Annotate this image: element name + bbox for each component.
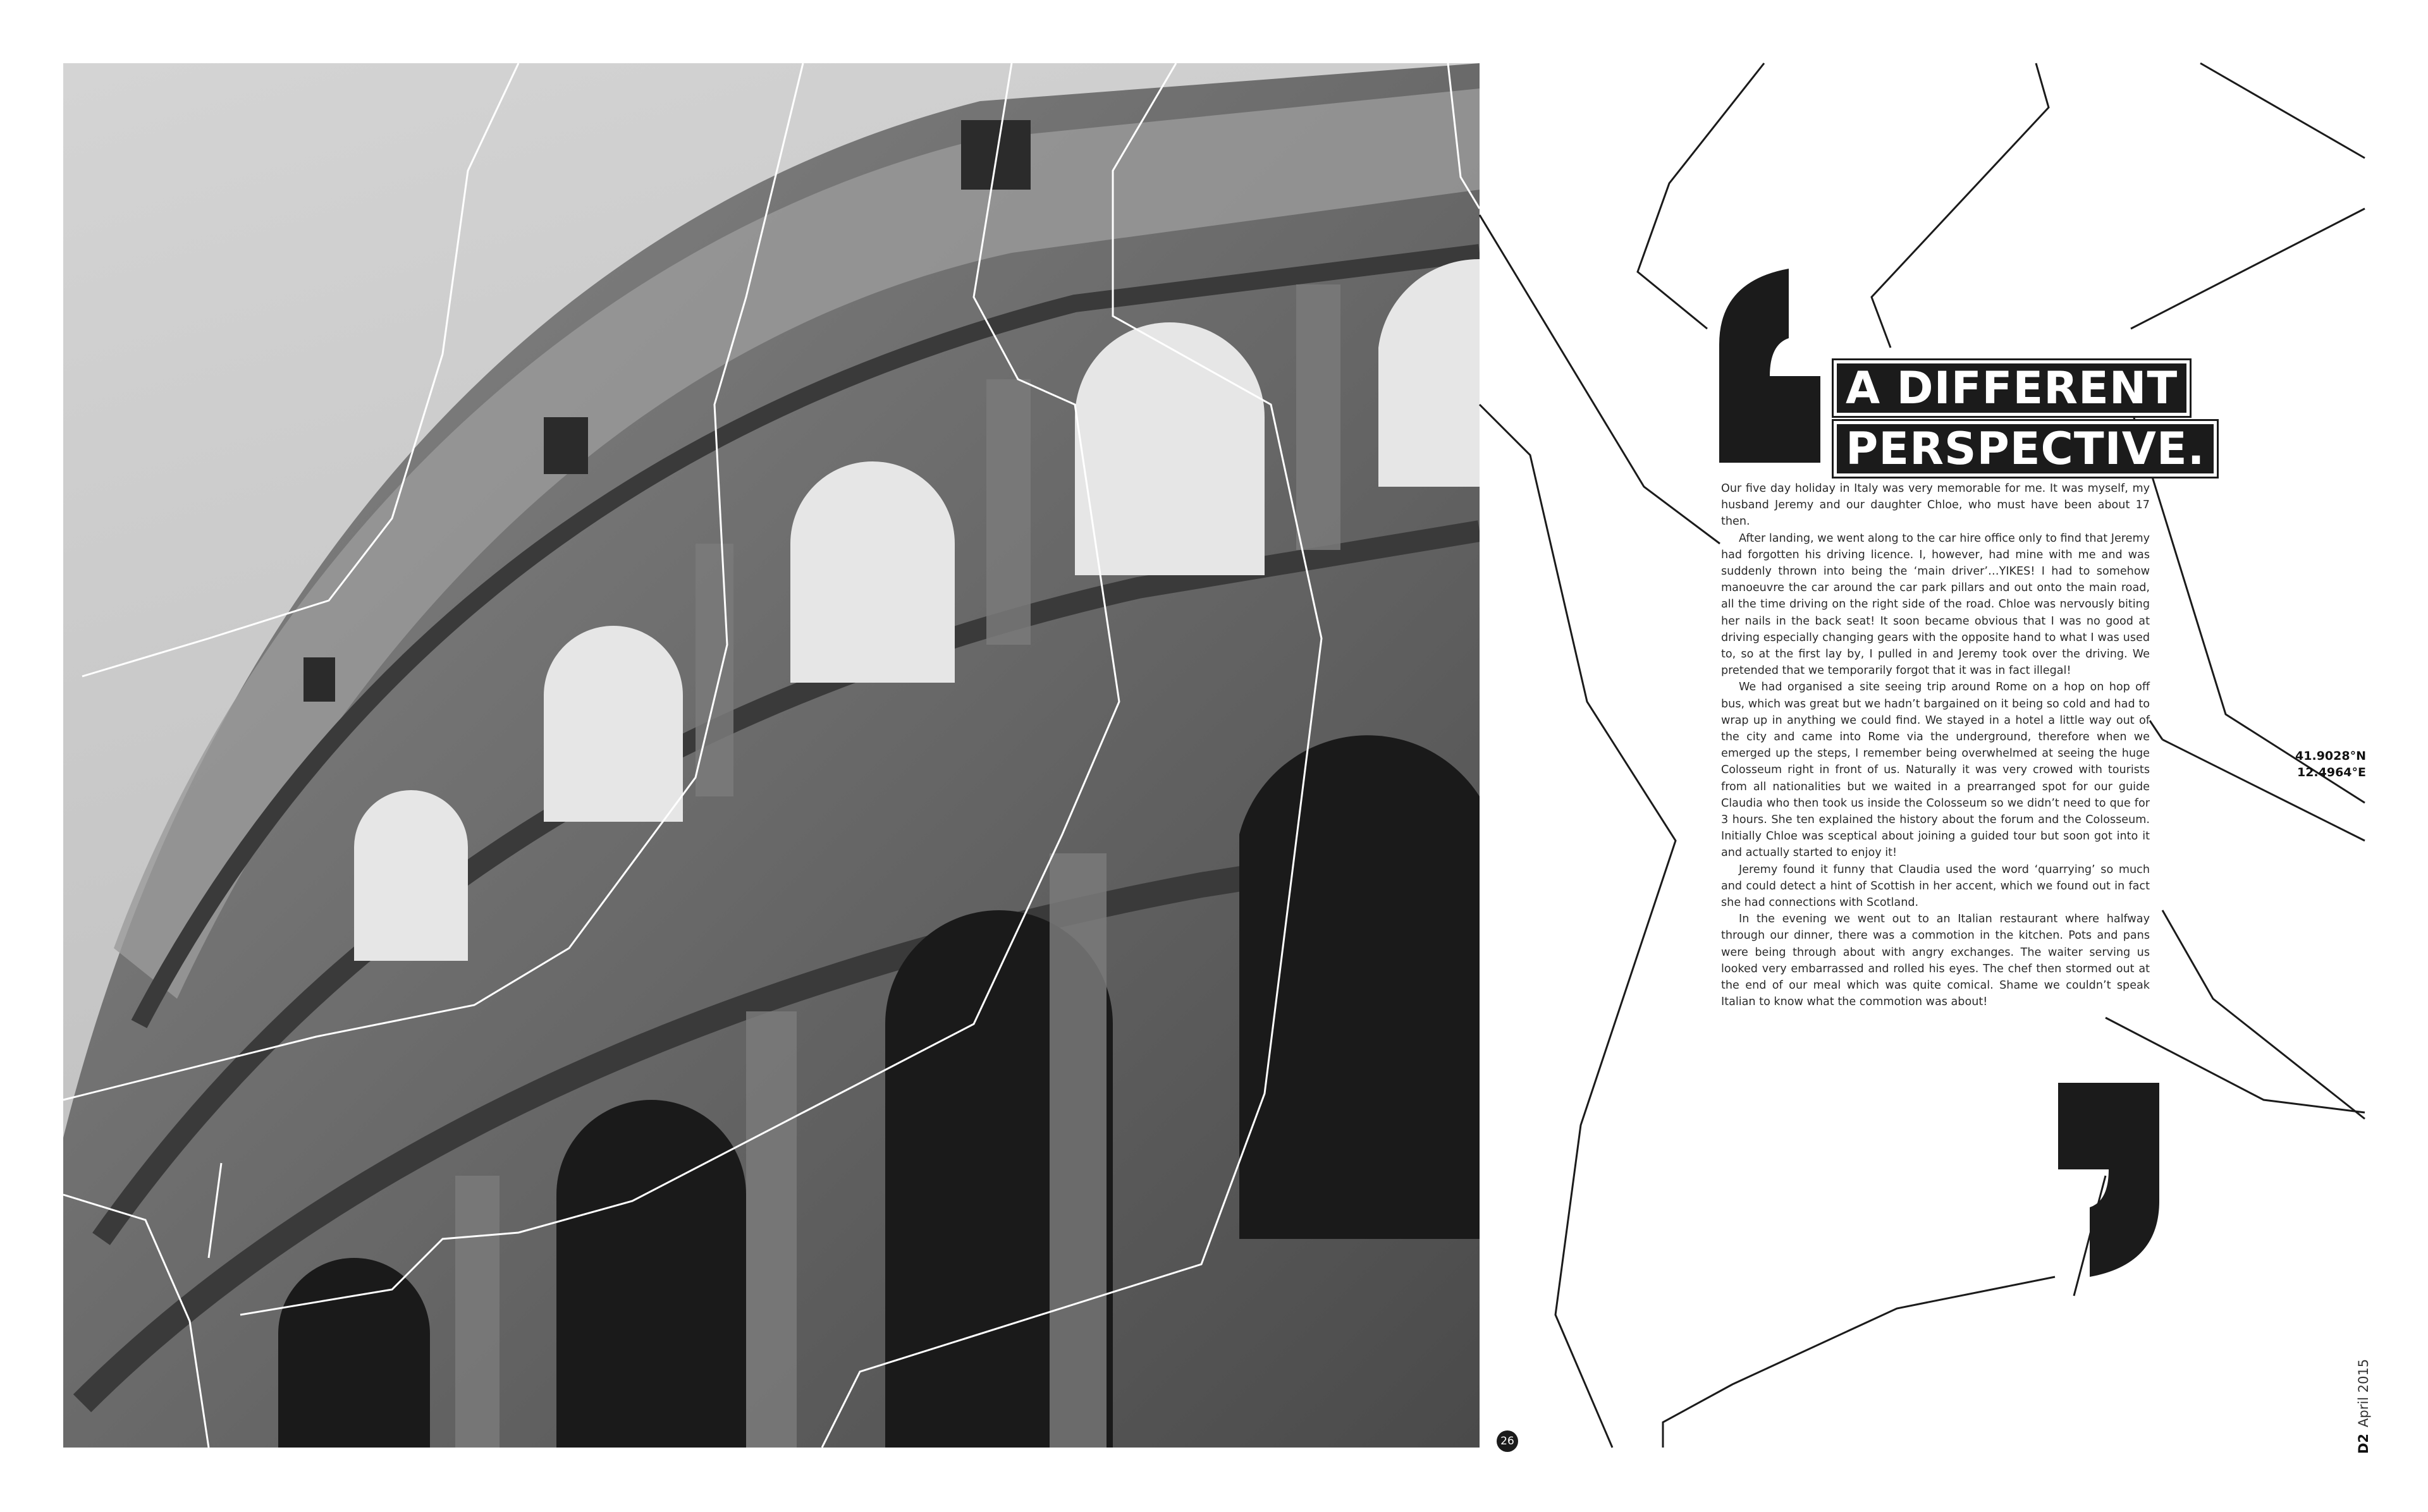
open-quote-mark [1719,269,1846,463]
article-body [1721,480,2150,1011]
article-paragraph: Jeremy found it funny that Claudia used the word ‘quarrying’ so much and could detect a hint of Scottish in her accent, which we found out in fact she had connections with Scotland. [1721,863,2150,910]
issue-date: April 2015 [2356,1358,2371,1427]
article-paragraph: Our five day holiday in Italy was very memorable for me. It was myself, my husband Jeremy and our daughter Chloe, who must have been about 17 then. [1721,482,2150,528]
page-number: 26 [1497,1430,1518,1452]
article-title [1834,360,2217,482]
longitude: 12.4964°E [2296,765,2366,779]
article-paragraph: After landing, we went along to the car hire office only to find that Jeremy had forgotten his driving licence. I, however, had mine with me and was suddenly thrown into being the ‘main driver’…YIKES! I had to somehow manoeuvre the car around the car park pillars and out onto the main road, all the time driving on the right side of the road. Chloe was nervously biting her nails in the back seat! It soon became obvious that I was no good at driving especially changing gears with the opposite hand to what I was used to, so at the first lay by, I pulled in and Jeremy took over the driving. We pretended that we temporarily forgot that it was in fact illegal! [1721,532,2150,678]
title-line-1: A DIFFERENT [1834,360,2190,416]
colosseum-photo [63,63,1480,1448]
magazine-brand: D2 [2356,1433,2371,1454]
close-quote-mark [2033,1083,2159,1277]
latitude: 41.9028°N [2295,749,2366,763]
title-line-2: PERSPECTIVE. [1834,421,2217,477]
colosseum-illustration [63,63,1480,1448]
issue-footer [2356,1359,2371,1454]
gps-coordinates [2295,748,2366,781]
article-paragraph: We had organised a site seeing trip around Rome on a hop on hop off bus, which was great but we hadn’t bargained on it being so cold and had to wrap up in anything we could find. We stayed in a hotel a little way out of the city and came into Rome via the underground, therefore when we emerged up the steps, I remember being overwhelmed at seeing the huge Colosseum right in front of us. Naturally it was very crowed with tourists from all nationalities but we waited in a prearranged spot for our guide Claudia who then took us inside the Colosseum so we didn’t need to que for 3 hours. She ten explained the history about the forum and the Colosseum. Initially Chloe was sceptical about joining a guided tour but soon got into it and actually started to enjoy it! [1721,681,2150,860]
article-paragraph: In the evening we went out to an Italian restaurant where halfway through our dinner, there was a commotion in the kitchen. Pots and pans were being through about with angry exchanges. The waiter serving us looked very embarrassed and rolled his eyes. The chef then stormed out at the end of our meal which was quite comical. Shame we couldn’t speak Italian to know what the commotion was about! [1721,913,2150,1009]
